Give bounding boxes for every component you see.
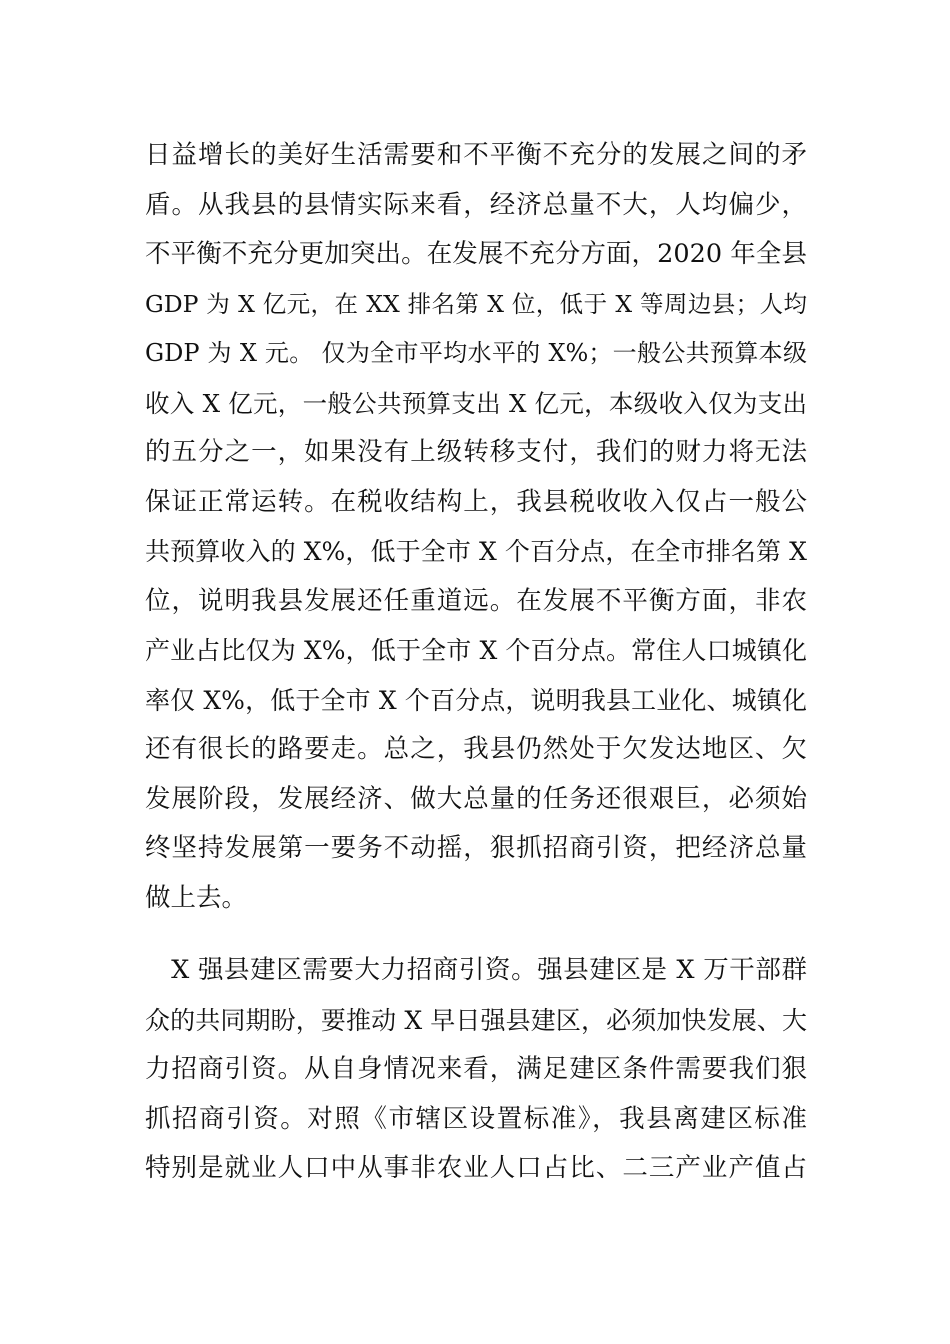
text-line: 率仅 X%，低于全市 X 个百分点，说明我县工业化、城镇化 [145, 685, 807, 715]
text-line: 终坚持发展第一要务不动摇，狠抓招商引资，把经济总量 [145, 833, 807, 863]
document-body [145, 131, 807, 1194]
text-line: GDP 为 X 元。 仅为全市平均水平的 X%；一般公共预算本级 [145, 339, 807, 367]
text-line: 发展阶段，发展经济、做大总量的任务还很艰巨，必须始 [145, 783, 807, 814]
paragraph-spacer [145, 923, 807, 946]
text-line: 盾。从我县的县情实际来看，经济总量不大，人均偏少， [145, 189, 807, 220]
text-line: 抓招商引资。对照《市辖区设置标准》，我县离建区标准 [145, 1103, 807, 1134]
text-line: 收入 X 亿元，一般公共预算支出 X 亿元，本级收入仅为支出 [145, 388, 807, 418]
text-line: 共预算收入的 X%，低于全市 X 个百分点，在全市排名第 X [145, 537, 807, 566]
text-line: 不平衡不充分更加突出。在发展不充分方面，2020 年全县 [145, 239, 807, 269]
text-line: GDP 为 X 亿元，在 XX 排名第 X 位，低于 X 等周边县；人均 [145, 289, 807, 318]
text-line: 的五分之一，如果没有上级转移支付，我们的财力将无法 [145, 437, 807, 467]
text-line: X 强县建区需要大力招商引资。强县建区是 X 万干部群 [145, 955, 807, 985]
text-line: 做上去。 [145, 882, 248, 913]
text-line: 还有很长的路要走。总之，我县仍然处于欠发达地区、欠 [145, 734, 807, 764]
paragraph-district [145, 946, 807, 1194]
text-line: 众的共同期盼，要推动 X 早日强县建区，必须加快发展、大 [145, 1005, 807, 1035]
text-line: 日益增长的美好生活需要和不平衡不充分的发展之间的矛 [145, 140, 807, 170]
text-line: 特别是就业人口中从事非农业人口占比、二三产业产值占 [145, 1153, 807, 1183]
text-line: 力招商引资。从自身情况来看，满足建区条件需要我们狠 [145, 1054, 807, 1084]
text-line: 位，说明我县发展还任重道远。在发展不平衡方面，非农 [145, 585, 807, 616]
text-line: 保证正常运转。在税收结构上，我县税收收入仅占一般公 [145, 486, 807, 517]
paragraph-economy [145, 131, 807, 923]
text-line: 产业占比仅为 X%，低于全市 X 个百分点。常住人口城镇化 [145, 636, 807, 665]
